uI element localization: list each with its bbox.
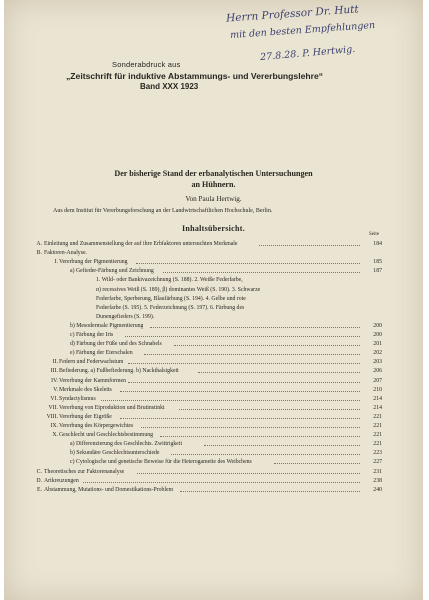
- toc-leader-dots: [141, 422, 360, 428]
- toc-entry-text: Faktoren-Analyse.: [44, 250, 87, 257]
- toc-entry-label: D.: [36, 477, 42, 484]
- toc-entry: [4, 304, 423, 312]
- toc-entry-page: 184: [373, 241, 382, 247]
- toc-entry: [4, 295, 423, 303]
- toc-entry: [4, 313, 423, 321]
- toc-entry-text: b) Mesodermale Pigmentierung: [70, 322, 144, 329]
- toc-entry-page: 214: [373, 404, 382, 411]
- toc-entry: [4, 486, 423, 494]
- toc-entry: [4, 386, 423, 394]
- toc-entry: [4, 440, 423, 448]
- handwritten-dedication-line1: Herrn Professor Dr. Hutt: [225, 3, 360, 25]
- toc-entry: [4, 404, 423, 412]
- toc-entry-label: B.: [36, 250, 42, 257]
- toc-entry-text: Vererbung der Kammformen: [59, 377, 126, 384]
- toc-entry-text: Merkmale des Skeletts: [59, 386, 112, 393]
- toc-entry-text: Federfarbe (S. 195). 5. Federzeichnung (S. 197). 6. Färbung des: [96, 304, 245, 311]
- toc-entry-page: 240: [373, 486, 382, 493]
- toc-entry-label: X.: [52, 432, 58, 439]
- toc-leader-dots: [160, 431, 360, 437]
- handwritten-date-signature: 27.8.28. P. Hertwig.: [259, 43, 356, 64]
- toc-entry-text: Befiederung. a) Fußbefiederung. b) Nackthalsigkeit: [59, 368, 179, 375]
- toc-entry-page: 214: [373, 395, 382, 402]
- toc-entry-page: 238: [373, 477, 382, 484]
- document-page: [4, 0, 423, 600]
- toc-entry: [4, 458, 423, 466]
- toc-leader-dots: [120, 386, 360, 392]
- toc-entry-page: 227: [373, 459, 382, 466]
- toc-entry-page: 206: [373, 368, 382, 375]
- journal-name: „Zeitschrift für induktive Abstammungs- und Vererbungslehre“: [66, 71, 324, 81]
- toc-entry-text: Federn und Federwachstum: [59, 359, 124, 366]
- toc-entry-label: IX.: [50, 423, 58, 429]
- toc-entry: [4, 331, 423, 339]
- reprint-label: Sonderabdruck aus: [112, 60, 181, 69]
- toc-entry-page: 221: [373, 441, 382, 448]
- volume-year: Band XXX 1923: [140, 82, 199, 91]
- toc-entry: [4, 477, 423, 485]
- toc-leader-dots: [120, 413, 360, 419]
- toc-entry-text: Dunengefieders (S. 199).: [96, 313, 155, 320]
- toc-entry-label: III.: [50, 368, 58, 375]
- toc-entry: [4, 286, 423, 294]
- toc-page-column-label: Seite: [369, 232, 379, 237]
- toc-entry: [4, 422, 423, 430]
- toc-entry: [4, 276, 423, 284]
- toc-entry-page: 210: [373, 386, 382, 393]
- toc-entry-page: 200: [373, 322, 382, 329]
- toc-entry-text: Einleitung und Zusammenstellung der auf ihre Erbfaktoren untersuchten Merkmale: [44, 241, 238, 247]
- toc-entry-text: c) Cytologische und genetische Beweise für die Heterogametie des Weibchens: [70, 459, 252, 466]
- toc-entry-page: 202: [373, 350, 382, 357]
- toc-entry: [4, 367, 423, 375]
- toc-entry-page: 231: [373, 468, 382, 475]
- toc-entry: [4, 267, 423, 275]
- toc-leader-dots: [163, 267, 360, 273]
- toc-entry-label: V.: [53, 386, 58, 393]
- toc-entry-text: a) Gefieder-Färbung und Zeichnung: [70, 268, 154, 275]
- toc-heading: Inhaltsübersicht.: [181, 224, 246, 233]
- toc-leader-dots: [128, 377, 360, 383]
- toc-entry: [4, 358, 423, 366]
- toc-entry-label: II.: [52, 359, 58, 366]
- toc-leader-dots: [198, 367, 360, 373]
- toc-entry-text: Vererbung der Eigröße: [59, 413, 112, 420]
- toc-entry: [4, 249, 423, 257]
- article-author: Von Paula Hertwig.: [185, 195, 242, 203]
- toc-entry-label: C.: [36, 468, 42, 475]
- toc-entry-label: VII.: [48, 404, 58, 411]
- toc-entry-page: 187: [373, 268, 382, 275]
- toc-entry-label: E.: [37, 486, 42, 493]
- toc-leader-dots: [128, 358, 360, 364]
- toc-entry: [4, 468, 423, 476]
- toc-entry-page: 201: [373, 341, 382, 348]
- toc-entry-page: 207: [373, 377, 382, 384]
- toc-entry-text: 1. Wild- oder Bankivazeichnung (S. 188). 2. Weiße Federfarbe,: [96, 277, 243, 284]
- toc-entry: [4, 340, 423, 348]
- toc-entry-label: I.: [54, 259, 58, 266]
- toc-entry-label: IV.: [51, 377, 58, 384]
- toc-leader-dots: [136, 258, 360, 264]
- article-title: [4, 168, 423, 190]
- toc-entry-text: Syndactylismus: [59, 395, 96, 402]
- toc-entry-text: Federfarbe, Sperberung, Blaufärbung (S. 194). 4. Gelbe und rote: [96, 295, 246, 302]
- toc-leader-dots: [150, 322, 360, 328]
- toc-entry: [4, 413, 423, 421]
- toc-entry-page: 221: [373, 413, 382, 420]
- toc-leader-dots: [174, 340, 360, 346]
- toc-leader-dots: [101, 395, 360, 401]
- toc-leader-dots: [259, 240, 360, 246]
- toc-entry-text: Abstammung, Mutations- und Domestikations-Problem: [44, 486, 174, 493]
- toc-entry-text: Theoretisches zur Faktorenanalyse: [44, 468, 125, 475]
- toc-entry-text: α) recessives Weiß (S. 189), β) dominantes Weiß (S. 190). 3. Schwarze: [96, 286, 261, 293]
- toc-entry-page: 223: [373, 450, 382, 457]
- toc-leader-dots: [179, 404, 360, 410]
- article-title-line2: an Hühnern.: [191, 180, 236, 189]
- toc-entry: [4, 240, 423, 248]
- toc-leader-dots: [144, 349, 360, 355]
- toc-entry-text: a) Differenzierung des Geschlechts. Zwittrigkeit: [70, 441, 183, 448]
- toc-entry-text: c) Färbung der Iris: [70, 332, 114, 338]
- toc-leader-dots: [83, 477, 360, 483]
- toc-entry-text: d) Färbung der Füße und des Schnabels: [70, 341, 162, 348]
- toc-entry: [4, 349, 423, 357]
- toc-entry-label: VIII.: [46, 413, 58, 420]
- toc-entry-text: e) Färbung der Eierschalen: [70, 350, 133, 357]
- toc-entry: [4, 431, 423, 439]
- toc-entry-page: 221: [373, 432, 382, 439]
- toc-entry-label: A.: [36, 241, 42, 247]
- toc-leader-dots: [180, 486, 360, 492]
- toc-entry-text: Vererbung von Eiproduktion und Brutinstinkt: [59, 404, 165, 411]
- toc-entry-page: 203: [373, 359, 382, 366]
- toc-entry-text: Vererbung der Pigmentierung: [59, 259, 128, 266]
- toc-entry-text: Geschlecht und Geschlechtsbestimmung: [59, 432, 154, 439]
- toc-entry-page: 200: [373, 332, 382, 338]
- toc-entry: [4, 258, 423, 266]
- toc-entry: [4, 322, 423, 330]
- toc-entry-label: VI.: [50, 395, 58, 402]
- toc-entry-page: 221: [373, 423, 382, 429]
- toc-entry: [4, 395, 423, 403]
- toc-entry: [4, 377, 423, 385]
- article-title-line1: Der bisherige Stand der erbanalytischen Untersuchungen: [114, 169, 313, 178]
- toc-entry-text: Artkreuzungen: [44, 477, 79, 484]
- toc-leader-dots: [204, 440, 360, 446]
- toc-entry: [4, 449, 423, 457]
- toc-entry-text: b) Sekundäre Geschlechtsunterschiede: [70, 450, 160, 457]
- toc-leader-dots: [125, 331, 360, 337]
- handwritten-dedication-line2: mit den besten Empfehlungen: [229, 19, 376, 42]
- toc-leader-dots: [274, 458, 360, 464]
- toc-entry-page: 185: [373, 259, 382, 266]
- toc-leader-dots: [137, 468, 360, 474]
- toc-entry-text: Vererbung des Körpergewichtes: [59, 423, 134, 429]
- institute-line: Aus dem Institut für Vererbungsforschung an der Landwirtschaftlichen Hochschule, Berlin.: [53, 208, 273, 214]
- toc-leader-dots: [171, 449, 360, 455]
